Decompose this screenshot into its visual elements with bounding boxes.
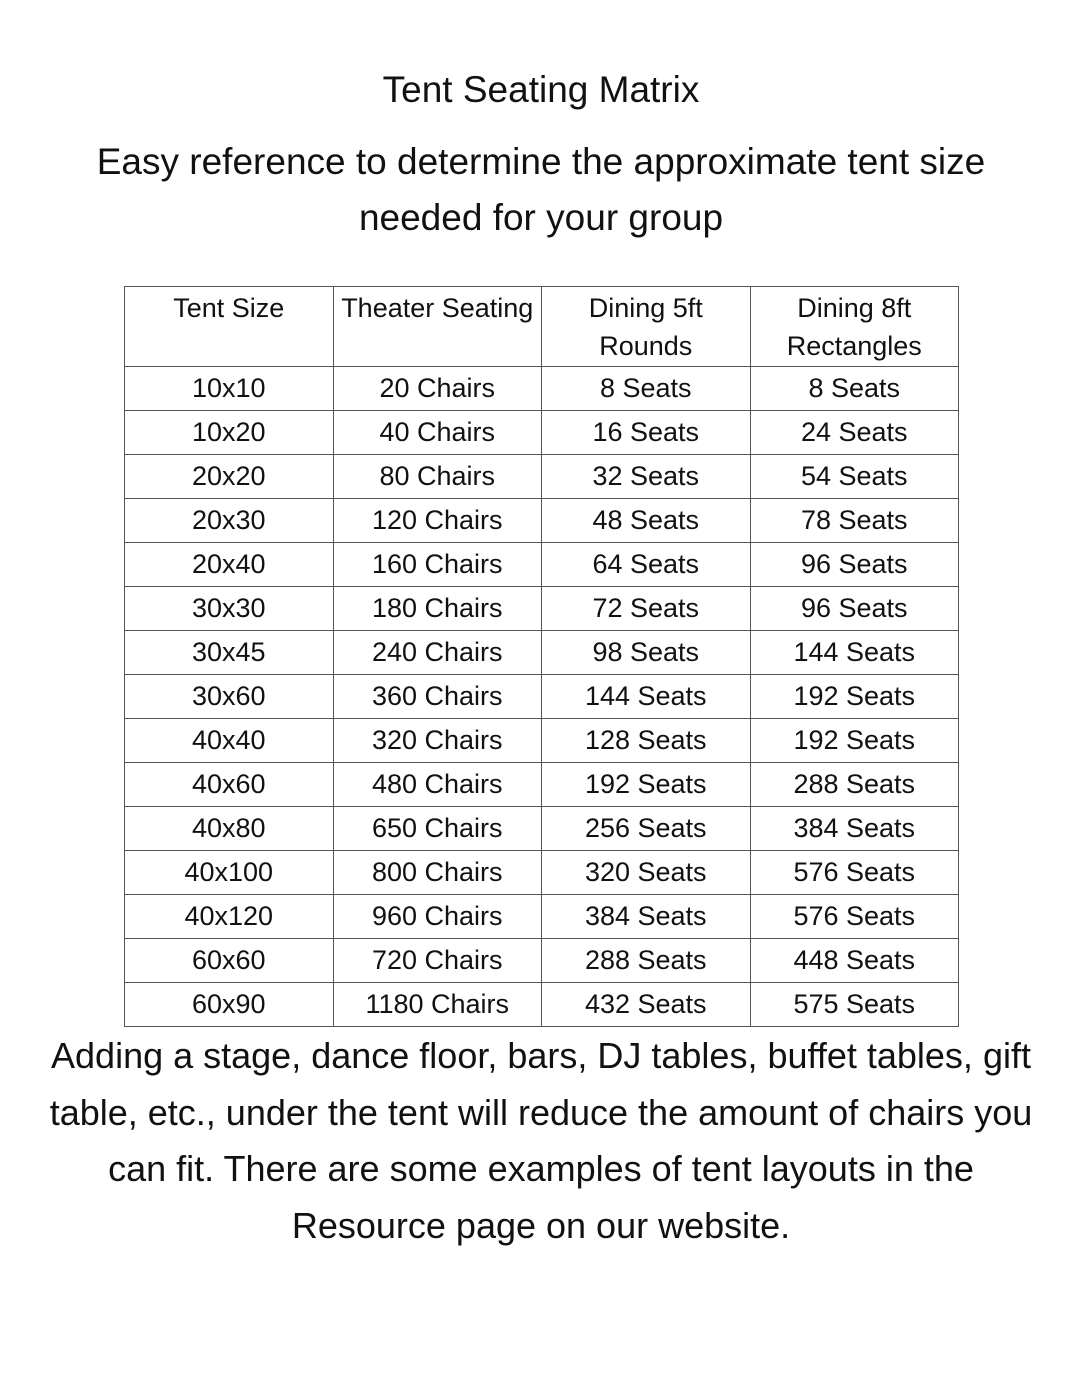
cell-theater-seating: 120 Chairs <box>333 499 542 543</box>
cell-tent-size: 30x60 <box>125 675 334 719</box>
cell-dining-rounds: 8 Seats <box>542 367 751 411</box>
table-row <box>125 499 959 543</box>
cell-dining-rounds: 256 Seats <box>542 807 751 851</box>
cell-theater-seating: 20 Chairs <box>333 367 542 411</box>
page-subtitle: Easy reference to determine the approximate tent size needed for your group <box>96 141 986 238</box>
header-tent-size: Tent Size <box>125 287 334 367</box>
footer-note: Adding a stage, dance floor, bars, DJ tables, buffet tables, gift table, etc., under the tent will reduce the amount of chairs you can fit. There are some examples of tent layouts in the Resource page on our website. <box>49 1035 1033 1246</box>
cell-tent-size: 30x45 <box>125 631 334 675</box>
cell-dining-rounds: 320 Seats <box>542 851 751 895</box>
cell-theater-seating: 80 Chairs <box>333 455 542 499</box>
cell-theater-seating: 800 Chairs <box>333 851 542 895</box>
cell-dining-rectangles: 78 Seats <box>750 499 959 543</box>
cell-dining-rectangles: 448 Seats <box>750 939 959 983</box>
cell-tent-size: 20x40 <box>125 543 334 587</box>
cell-dining-rectangles: 144 Seats <box>750 631 959 675</box>
cell-tent-size: 40x40 <box>125 719 334 763</box>
cell-dining-rectangles: 192 Seats <box>750 675 959 719</box>
cell-dining-rectangles: 54 Seats <box>750 455 959 499</box>
cell-theater-seating: 40 Chairs <box>333 411 542 455</box>
cell-dining-rectangles: 384 Seats <box>750 807 959 851</box>
cell-dining-rounds: 48 Seats <box>542 499 751 543</box>
table-header-row <box>125 287 959 367</box>
cell-dining-rectangles: 576 Seats <box>750 895 959 939</box>
header-dining-rectangles: Dining 8ft Rectangles <box>750 287 959 367</box>
cell-dining-rectangles: 24 Seats <box>750 411 959 455</box>
table-row <box>125 675 959 719</box>
cell-dining-rectangles: 8 Seats <box>750 367 959 411</box>
table-body <box>125 367 959 1027</box>
cell-tent-size: 60x60 <box>125 939 334 983</box>
table-row <box>125 763 959 807</box>
cell-dining-rounds: 72 Seats <box>542 587 751 631</box>
cell-theater-seating: 240 Chairs <box>333 631 542 675</box>
page-title: Tent Seating Matrix <box>382 69 700 110</box>
table-row <box>125 807 959 851</box>
cell-tent-size: 40x100 <box>125 851 334 895</box>
cell-theater-seating: 180 Chairs <box>333 587 542 631</box>
cell-tent-size: 20x20 <box>125 455 334 499</box>
cell-dining-rectangles: 288 Seats <box>750 763 959 807</box>
cell-theater-seating: 650 Chairs <box>333 807 542 851</box>
seating-matrix-table <box>124 286 959 1027</box>
cell-dining-rounds: 384 Seats <box>542 895 751 939</box>
cell-theater-seating: 1180 Chairs <box>333 983 542 1027</box>
cell-dining-rounds: 128 Seats <box>542 719 751 763</box>
table-row <box>125 851 959 895</box>
cell-tent-size: 10x10 <box>125 367 334 411</box>
table-row <box>125 719 959 763</box>
table-row <box>125 367 959 411</box>
cell-theater-seating: 720 Chairs <box>333 939 542 983</box>
cell-dining-rectangles: 96 Seats <box>750 543 959 587</box>
table-row <box>125 411 959 455</box>
cell-dining-rounds: 144 Seats <box>542 675 751 719</box>
cell-dining-rectangles: 575 Seats <box>750 983 959 1027</box>
cell-theater-seating: 960 Chairs <box>333 895 542 939</box>
cell-tent-size: 40x80 <box>125 807 334 851</box>
cell-theater-seating: 160 Chairs <box>333 543 542 587</box>
cell-tent-size: 30x30 <box>125 587 334 631</box>
table-row <box>125 983 959 1027</box>
cell-tent-size: 40x60 <box>125 763 334 807</box>
table-row <box>125 939 959 983</box>
header-theater-seating: Theater Seating <box>333 287 542 367</box>
table-row <box>125 543 959 587</box>
cell-dining-rectangles: 96 Seats <box>750 587 959 631</box>
cell-dining-rectangles: 576 Seats <box>750 851 959 895</box>
cell-theater-seating: 320 Chairs <box>333 719 542 763</box>
cell-dining-rounds: 64 Seats <box>542 543 751 587</box>
cell-dining-rounds: 98 Seats <box>542 631 751 675</box>
cell-theater-seating: 360 Chairs <box>333 675 542 719</box>
header-dining-rounds: Dining 5ft Rounds <box>542 287 751 367</box>
table-row <box>125 895 959 939</box>
cell-tent-size: 60x90 <box>125 983 334 1027</box>
cell-tent-size: 40x120 <box>125 895 334 939</box>
cell-dining-rounds: 192 Seats <box>542 763 751 807</box>
cell-dining-rounds: 432 Seats <box>542 983 751 1027</box>
table-row <box>125 455 959 499</box>
cell-dining-rounds: 288 Seats <box>542 939 751 983</box>
cell-theater-seating: 480 Chairs <box>333 763 542 807</box>
cell-dining-rounds: 16 Seats <box>542 411 751 455</box>
cell-tent-size: 10x20 <box>125 411 334 455</box>
cell-dining-rectangles: 192 Seats <box>750 719 959 763</box>
table-row <box>125 631 959 675</box>
table-row <box>125 587 959 631</box>
cell-dining-rounds: 32 Seats <box>542 455 751 499</box>
cell-tent-size: 20x30 <box>125 499 334 543</box>
